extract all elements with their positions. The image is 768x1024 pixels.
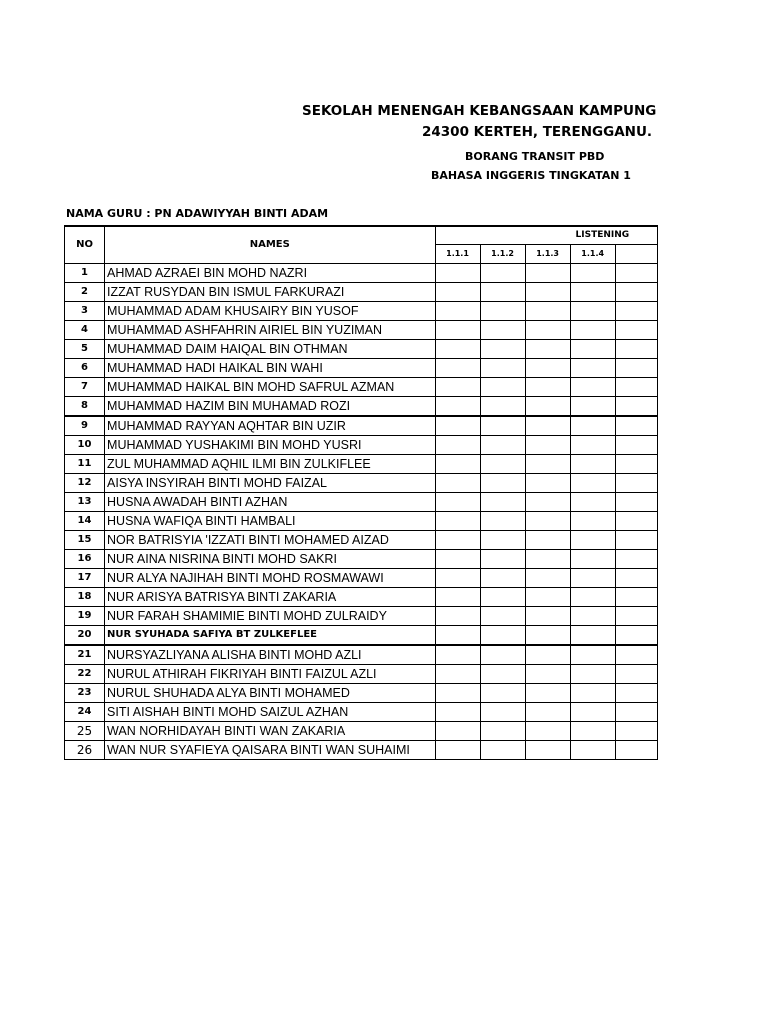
student-name: MUHAMMAD HADI HAIKAL BIN WAHI (105, 359, 435, 378)
score-cell[interactable] (480, 359, 525, 378)
student-name: NUR FARAH SHAMIMIE BINTI MOHD ZULRAIDY (105, 607, 435, 626)
score-cell[interactable] (570, 378, 615, 397)
score-cell[interactable] (525, 321, 570, 340)
table-row (65, 455, 658, 474)
score-cell[interactable] (570, 321, 615, 340)
score-cell[interactable] (615, 588, 657, 607)
score-cell[interactable] (570, 607, 615, 626)
score-cell[interactable] (615, 474, 657, 493)
score-cell[interactable] (615, 512, 657, 531)
student-number: 1 (65, 264, 105, 283)
score-cell[interactable] (435, 340, 480, 359)
skill-code-header: 1.1.4 (570, 245, 615, 264)
table-row (65, 684, 658, 703)
student-name: WAN NORHIDAYAH BINTI WAN ZAKARIA (105, 722, 435, 741)
score-cell[interactable] (480, 684, 525, 703)
form-title: BORANG TRANSIT PBD (465, 150, 605, 163)
score-cell[interactable] (435, 645, 480, 665)
student-number: 17 (65, 569, 105, 588)
student-name: MUHAMMAD DAIM HAIQAL BIN OTHMAN (105, 340, 435, 359)
score-cell[interactable] (570, 645, 615, 665)
score-cell[interactable] (525, 550, 570, 569)
student-name: NOR BATRISYIA 'IZZATI BINTI MOHAMED AIZAD (105, 531, 435, 550)
score-cell[interactable] (615, 741, 657, 760)
score-cell[interactable] (570, 722, 615, 741)
score-cell[interactable] (525, 569, 570, 588)
score-cell[interactable] (435, 416, 480, 436)
score-cell[interactable] (525, 283, 570, 302)
student-number: 23 (65, 684, 105, 703)
table-row (65, 264, 658, 283)
student-name: NUR SYUHADA SAFIYA BT ZULKEFLEE (105, 626, 435, 646)
table-row (65, 569, 658, 588)
student-name: MUHAMMAD RAYYAN AQHTAR BIN UZIR (105, 416, 435, 436)
score-cell[interactable] (570, 493, 615, 512)
score-cell[interactable] (570, 397, 615, 417)
score-cell[interactable] (615, 416, 657, 436)
score-cell[interactable] (480, 588, 525, 607)
score-cell[interactable] (435, 550, 480, 569)
score-cell[interactable] (480, 416, 525, 436)
score-cell[interactable] (570, 741, 615, 760)
score-cell[interactable] (615, 550, 657, 569)
skill-code-header-extra (615, 245, 657, 264)
score-cell[interactable] (435, 264, 480, 283)
score-cell[interactable] (615, 283, 657, 302)
score-cell[interactable] (480, 264, 525, 283)
student-name: ZUL MUHAMMAD AQHIL ILMI BIN ZULKIFLEE (105, 455, 435, 474)
student-number: 19 (65, 607, 105, 626)
score-cell[interactable] (615, 703, 657, 722)
score-cell[interactable] (615, 436, 657, 455)
student-name: NURSYAZLIYANA ALISHA BINTI MOHD AZLI (105, 645, 435, 665)
table-row (65, 283, 658, 302)
table-row (65, 321, 658, 340)
score-cell[interactable] (480, 741, 525, 760)
student-number: 11 (65, 455, 105, 474)
score-cell[interactable] (435, 474, 480, 493)
score-cell[interactable] (615, 569, 657, 588)
score-cell[interactable] (435, 703, 480, 722)
score-cell[interactable] (480, 645, 525, 665)
student-number: 14 (65, 512, 105, 531)
student-number: 20 (65, 626, 105, 646)
student-number: 8 (65, 397, 105, 417)
student-name: HUSNA WAFIQA BINTI HAMBALI (105, 512, 435, 531)
skill-code-header: 1.1.3 (525, 245, 570, 264)
table-row (65, 703, 658, 722)
table-row (65, 416, 658, 436)
score-cell[interactable] (570, 283, 615, 302)
score-cell[interactable] (615, 302, 657, 321)
column-header-no: NO (65, 226, 105, 264)
score-cell[interactable] (480, 607, 525, 626)
student-name: NUR ARISYA BATRISYA BINTI ZAKARIA (105, 588, 435, 607)
student-name: HUSNA AWADAH BINTI AZHAN (105, 493, 435, 512)
student-name: NUR ALYA NAJIHAH BINTI MOHD ROSMAWAWI (105, 569, 435, 588)
student-number: 4 (65, 321, 105, 340)
score-cell[interactable] (435, 455, 480, 474)
skill-code-header: 1.1.1 (435, 245, 480, 264)
score-cell[interactable] (480, 436, 525, 455)
score-cell[interactable] (480, 397, 525, 417)
score-cell[interactable] (525, 626, 570, 646)
score-cell[interactable] (570, 474, 615, 493)
score-cell[interactable] (480, 665, 525, 684)
table-row (65, 722, 658, 741)
score-cell[interactable] (525, 703, 570, 722)
score-cell[interactable] (435, 531, 480, 550)
student-rows (65, 264, 658, 760)
score-cell[interactable] (480, 340, 525, 359)
score-cell[interactable] (570, 684, 615, 703)
student-number: 7 (65, 378, 105, 397)
score-cell[interactable] (615, 645, 657, 665)
score-cell[interactable] (570, 588, 615, 607)
score-cell[interactable] (480, 493, 525, 512)
student-number: 9 (65, 416, 105, 436)
score-cell[interactable] (570, 550, 615, 569)
table-row (65, 626, 658, 646)
score-cell[interactable] (480, 626, 525, 646)
score-cell[interactable] (435, 397, 480, 417)
score-cell[interactable] (525, 512, 570, 531)
table-row (65, 359, 658, 378)
student-number: 24 (65, 703, 105, 722)
score-cell[interactable] (525, 684, 570, 703)
score-cell[interactable] (525, 588, 570, 607)
score-cell[interactable] (480, 455, 525, 474)
student-number: 25 (65, 722, 105, 741)
score-cell[interactable] (615, 264, 657, 283)
student-number: 10 (65, 436, 105, 455)
score-cell[interactable] (435, 569, 480, 588)
score-cell[interactable] (435, 359, 480, 378)
table-row (65, 378, 658, 397)
student-name: NURUL ATHIRAH FIKRIYAH BINTI FAIZUL AZLI (105, 665, 435, 684)
score-cell[interactable] (480, 722, 525, 741)
score-cell[interactable] (435, 436, 480, 455)
school-address: 24300 KERTEH, TERENGGANU. (422, 124, 653, 140)
score-cell[interactable] (435, 665, 480, 684)
score-cell[interactable] (570, 359, 615, 378)
score-cell[interactable] (570, 569, 615, 588)
score-cell[interactable] (525, 436, 570, 455)
skill-group-header: LISTENING (435, 226, 658, 245)
score-cell[interactable] (615, 493, 657, 512)
score-cell[interactable] (615, 359, 657, 378)
student-number: 3 (65, 302, 105, 321)
score-cell[interactable] (525, 359, 570, 378)
student-name: MUHAMMAD YUSHAKIMI BIN MOHD YUSRI (105, 436, 435, 455)
score-cell[interactable] (525, 607, 570, 626)
score-cell[interactable] (435, 493, 480, 512)
score-cell[interactable] (570, 340, 615, 359)
table-row (65, 302, 658, 321)
score-cell[interactable] (480, 302, 525, 321)
table-row (65, 588, 658, 607)
score-cell[interactable] (435, 626, 480, 646)
score-cell[interactable] (435, 588, 480, 607)
score-cell[interactable] (570, 703, 615, 722)
score-cell[interactable] (615, 607, 657, 626)
score-cell[interactable] (570, 264, 615, 283)
score-cell[interactable] (525, 531, 570, 550)
score-cell[interactable] (480, 531, 525, 550)
student-name: MUHAMMAD HAIKAL BIN MOHD SAFRUL AZMAN (105, 378, 435, 397)
score-cell[interactable] (525, 340, 570, 359)
score-cell[interactable] (525, 722, 570, 741)
student-number: 13 (65, 493, 105, 512)
score-cell[interactable] (615, 665, 657, 684)
student-name: MUHAMMAD ADAM KHUSAIRY BIN YUSOF (105, 302, 435, 321)
score-cell[interactable] (525, 264, 570, 283)
student-name: AISYA INSYIRAH BINTI MOHD FAIZAL (105, 474, 435, 493)
score-cell[interactable] (435, 378, 480, 397)
score-cell[interactable] (570, 455, 615, 474)
subject-title: BAHASA INGGERIS TINGKATAN 1 (431, 169, 631, 182)
table-row (65, 741, 658, 760)
score-cell[interactable] (435, 741, 480, 760)
table-row (65, 607, 658, 626)
score-cell[interactable] (435, 607, 480, 626)
score-cell[interactable] (570, 416, 615, 436)
score-cell[interactable] (615, 455, 657, 474)
student-number: 16 (65, 550, 105, 569)
student-number: 26 (65, 741, 105, 760)
score-cell[interactable] (570, 302, 615, 321)
table-row (65, 512, 658, 531)
score-cell[interactable] (525, 378, 570, 397)
student-number: 15 (65, 531, 105, 550)
table-row (65, 665, 658, 684)
score-cell[interactable] (615, 397, 657, 417)
score-cell[interactable] (435, 722, 480, 741)
score-cell[interactable] (480, 550, 525, 569)
score-cell[interactable] (570, 436, 615, 455)
student-name: SITI AISHAH BINTI MOHD SAIZUL AZHAN (105, 703, 435, 722)
student-name: NUR AINA NISRINA BINTI MOHD SAKRI (105, 550, 435, 569)
score-cell[interactable] (615, 378, 657, 397)
score-cell[interactable] (615, 531, 657, 550)
teacher-label: NAMA GURU : PN ADAWIYYAH BINTI ADAM (66, 207, 329, 220)
student-name: NURUL SHUHADA ALYA BINTI MOHAMED (105, 684, 435, 703)
score-cell[interactable] (570, 626, 615, 646)
score-cell[interactable] (570, 665, 615, 684)
score-cell[interactable] (525, 741, 570, 760)
table-row (65, 550, 658, 569)
score-cell[interactable] (525, 397, 570, 417)
student-number: 18 (65, 588, 105, 607)
score-cell[interactable] (480, 512, 525, 531)
student-name: WAN NUR SYAFIEYA QAISARA BINTI WAN SUHAIMI (105, 741, 435, 760)
student-name: MUHAMMAD ASHFAHRIN AIRIEL BIN YUZIMAN (105, 321, 435, 340)
score-cell[interactable] (480, 378, 525, 397)
student-number: 22 (65, 665, 105, 684)
score-cell[interactable] (480, 474, 525, 493)
score-cell[interactable] (615, 321, 657, 340)
score-cell[interactable] (435, 302, 480, 321)
score-cell[interactable] (480, 703, 525, 722)
score-cell[interactable] (570, 531, 615, 550)
student-table (64, 225, 658, 760)
score-cell[interactable] (615, 340, 657, 359)
score-cell[interactable] (525, 645, 570, 665)
score-cell[interactable] (525, 493, 570, 512)
table-row (65, 531, 658, 550)
score-cell[interactable] (525, 302, 570, 321)
score-cell[interactable] (480, 321, 525, 340)
score-cell[interactable] (435, 283, 480, 302)
score-cell[interactable] (570, 512, 615, 531)
table-row (65, 474, 658, 493)
score-cell[interactable] (525, 416, 570, 436)
school-name: SEKOLAH MENENGAH KEBANGSAAN KAMPUNG (302, 103, 657, 119)
score-cell[interactable] (615, 722, 657, 741)
skill-code-header: 1.1.2 (480, 245, 525, 264)
student-number: 21 (65, 645, 105, 665)
score-cell[interactable] (615, 684, 657, 703)
score-cell[interactable] (615, 626, 657, 646)
student-number: 5 (65, 340, 105, 359)
score-cell[interactable] (435, 321, 480, 340)
score-cell[interactable] (435, 684, 480, 703)
student-number: 6 (65, 359, 105, 378)
table-row (65, 436, 658, 455)
score-cell[interactable] (525, 665, 570, 684)
column-header-names: NAMES (105, 226, 435, 264)
student-number: 12 (65, 474, 105, 493)
score-cell[interactable] (480, 283, 525, 302)
score-cell[interactable] (435, 512, 480, 531)
table-row (65, 340, 658, 359)
student-name: IZZAT RUSYDAN BIN ISMUL FARKURAZI (105, 283, 435, 302)
score-cell[interactable] (525, 474, 570, 493)
student-name: AHMAD AZRAEI BIN MOHD NAZRI (105, 264, 435, 283)
score-cell[interactable] (525, 455, 570, 474)
table-row (65, 397, 658, 417)
table-row (65, 493, 658, 512)
table-row (65, 645, 658, 665)
student-name: MUHAMMAD HAZIM BIN MUHAMAD ROZI (105, 397, 435, 417)
score-cell[interactable] (480, 569, 525, 588)
student-number: 2 (65, 283, 105, 302)
